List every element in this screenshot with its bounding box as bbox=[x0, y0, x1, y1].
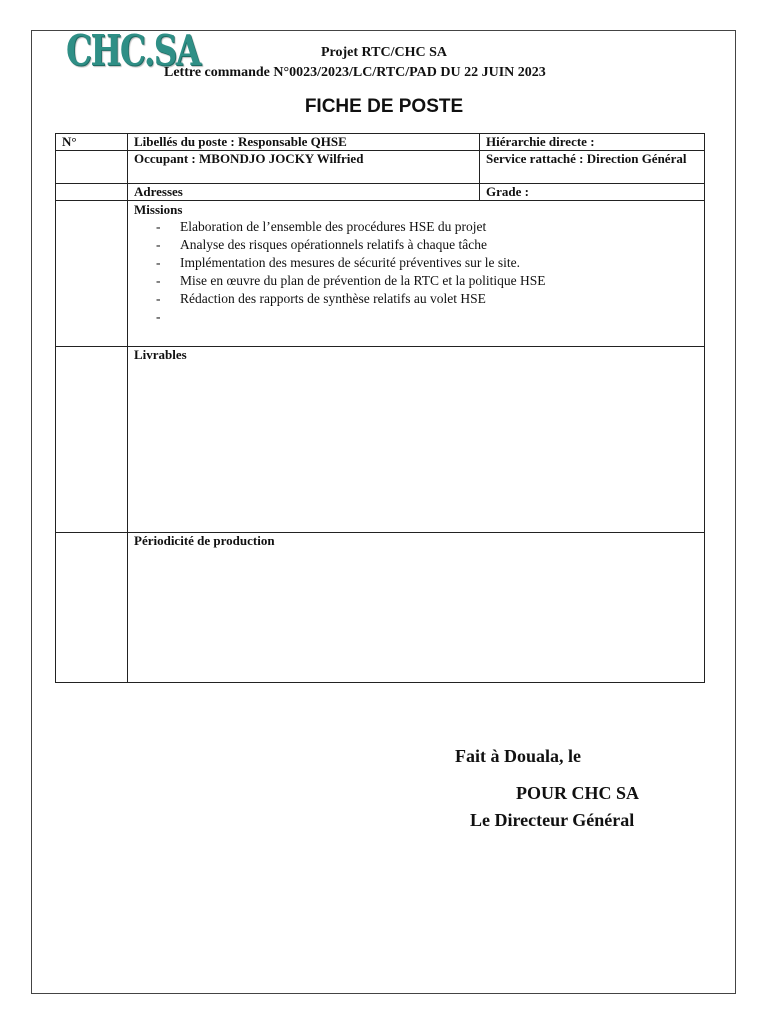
empty-cell bbox=[56, 347, 128, 533]
mission-item: - Implémentation des mesures de sécurité préventives sur le site. bbox=[156, 254, 704, 272]
signature-company: POUR CHC SA bbox=[516, 783, 640, 803]
empty-cell bbox=[56, 151, 128, 184]
mission-item: - Elaboration de l’ensemble des procédures HSE du projet bbox=[156, 218, 704, 236]
signature-role: Le Directeur Général bbox=[470, 810, 635, 830]
mission-item: - Mise en œuvre du plan de prévention de la RTC et la politique HSE bbox=[156, 272, 704, 290]
table-row bbox=[56, 347, 705, 533]
grade-cell: Grade : bbox=[480, 184, 705, 201]
mission-item: - Rédaction des rapports de synthèse relatifs au volet HSE bbox=[156, 290, 704, 308]
mission-item: - Analyse des risques opérationnels relatifs à chaque tâche bbox=[156, 236, 704, 254]
empty-cell bbox=[56, 533, 128, 683]
missions-heading: Missions bbox=[134, 202, 183, 217]
empty-cell bbox=[56, 184, 128, 201]
hierarchy-cell: Hiérarchie directe : bbox=[480, 134, 705, 151]
job-description-table bbox=[55, 133, 705, 683]
service-cell: Service rattaché : Direction Général bbox=[480, 151, 705, 184]
deliverables-cell: Livrables bbox=[128, 347, 705, 533]
number-header: N° bbox=[56, 134, 128, 151]
table-row bbox=[56, 533, 705, 683]
addresses-cell: Adresses bbox=[128, 184, 480, 201]
document-title: FICHE DE POSTE bbox=[304, 96, 464, 117]
order-letter-reference: Lettre commande N°0023/2023/LC/RTC/PAD DU 22 JUIN 2023 bbox=[164, 65, 546, 80]
table-row bbox=[56, 134, 705, 151]
job-title-cell: Libellés du poste : Responsable QHSE bbox=[128, 134, 480, 151]
table-row bbox=[56, 201, 705, 347]
empty-cell bbox=[56, 201, 128, 347]
signature-place: Fait à Douala, le bbox=[455, 746, 581, 766]
company-logo: CHC.SA bbox=[66, 26, 200, 75]
missions-list bbox=[134, 218, 704, 308]
occupant-cell: Occupant : MBONDJO JOCKY Wilfried bbox=[128, 151, 480, 184]
project-title: Projet RTC/CHC SA bbox=[320, 45, 447, 60]
table-row bbox=[56, 151, 705, 184]
missions-cell bbox=[128, 201, 705, 347]
table-row bbox=[56, 184, 705, 201]
periodicity-cell: Périodicité de production bbox=[128, 533, 705, 683]
